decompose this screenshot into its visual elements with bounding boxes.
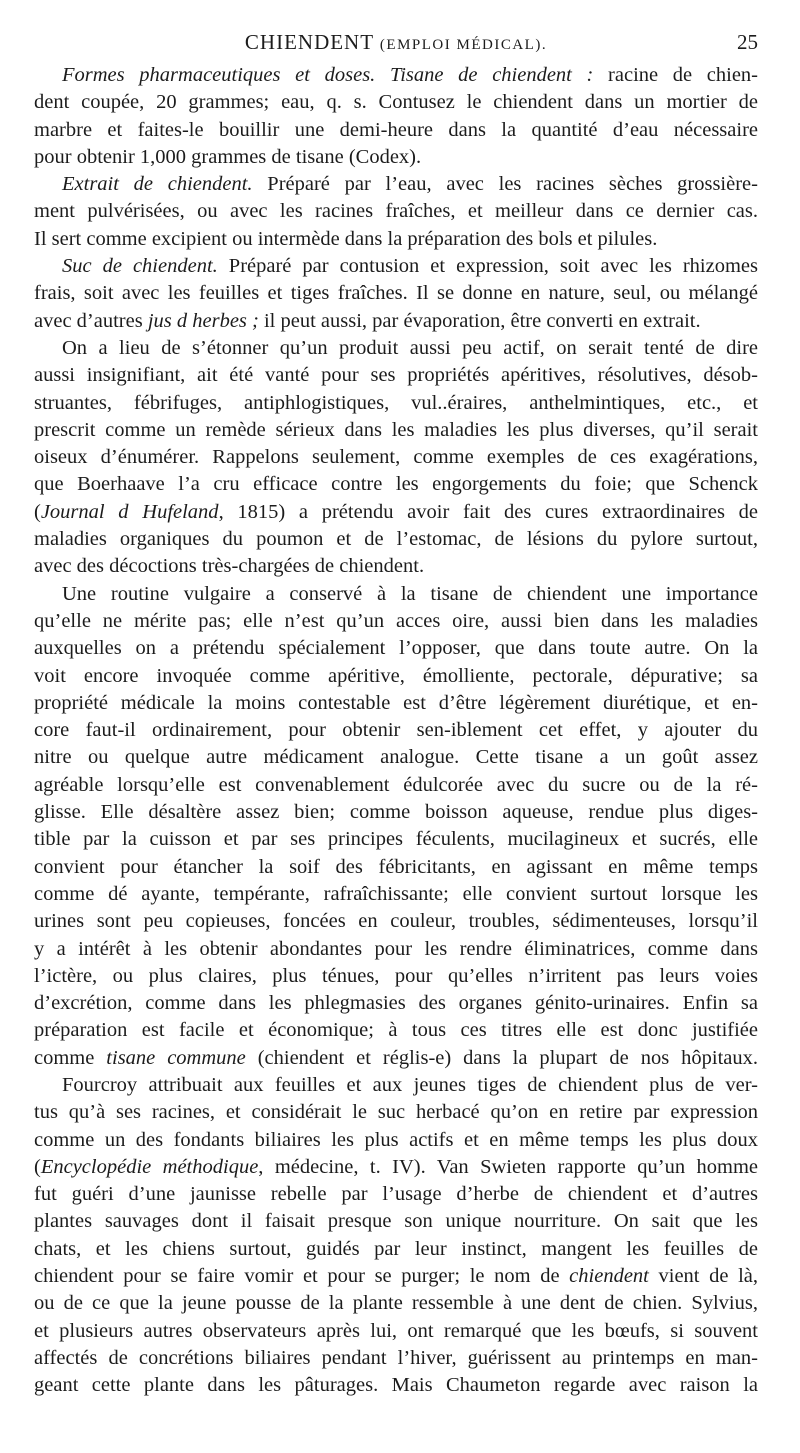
text-segment: ou de ce que la jeune pousse de la plante ressemble à une dent de chien. Sylvius, xyxy=(34,1292,758,1315)
text-segment: , médecine, t. IV). Van Swieten rapporte qu’un homme xyxy=(258,1155,758,1178)
body-text xyxy=(34,62,758,1400)
italic-text: Encyclopédie méthodique xyxy=(40,1155,259,1178)
text-segment: oiseux d’énumérer. Rappelons seulement, comme exemples de ces exagérations, xyxy=(34,446,758,469)
text-segment: que Boerhaave l’a cru efficace contre les engorgements du foie; que Schenck xyxy=(34,473,758,496)
text-segment: comme xyxy=(34,1046,107,1069)
text-segment: glisse. Elle désaltère assez bien; comme boisson aqueuse, rendue plus diges- xyxy=(34,801,758,824)
text-line xyxy=(34,635,758,662)
text-segment: urines sont peu copieuses, foncées en couleur, troubles, sédimenteuses, lorsqu’il xyxy=(34,910,758,933)
text-segment: frais, soit avec les feuilles et tiges fraîches. Il se donne en nature, seul, ou mélangé xyxy=(34,282,758,305)
text-line xyxy=(34,799,758,826)
text-line xyxy=(34,226,758,253)
text-segment: racine de chien- xyxy=(593,64,758,86)
text-line xyxy=(34,526,758,553)
text-line xyxy=(34,335,758,362)
text-segment: marbre et faites-le bouillir une demi-heure dans la quantité d’eau nécessaire xyxy=(34,118,758,141)
italic-text: tisane commune xyxy=(106,1046,246,1069)
text-line xyxy=(34,908,758,935)
text-segment: voit encore invoquée comme apéritive, émolliente, pectorale, dépurative; sa xyxy=(34,664,758,687)
text-segment: d’excrétion, comme dans les phlegmasies des organes génito-urinaires. Enfin sa xyxy=(34,992,758,1015)
text-line xyxy=(34,717,758,744)
text-segment: ( xyxy=(34,1155,41,1178)
text-segment: aussi insignifiant, ait été vanté pour ses propriétés apéritives, résolutives, désob- xyxy=(34,364,758,387)
text-line xyxy=(34,62,758,89)
text-line xyxy=(34,198,758,225)
text-segment: core faut-il ordinairement, pour obtenir sen-iblement cet effet, y ajouter du xyxy=(34,719,758,742)
text-line xyxy=(34,308,758,335)
text-segment: et plusieurs autres observateurs après lui, ont remarqué que les bœufs, si souvent xyxy=(34,1319,758,1342)
text-line xyxy=(34,1072,758,1099)
text-segment: maladies organiques du poumon et de l’estomac, de lésions du pylore surtout, xyxy=(34,528,758,551)
text-line xyxy=(34,280,758,307)
text-line xyxy=(34,1372,758,1399)
text-line xyxy=(34,553,758,580)
text-line xyxy=(34,1263,758,1290)
text-segment: avec d’autres xyxy=(34,309,148,332)
text-line xyxy=(34,89,758,116)
text-line xyxy=(34,1236,758,1263)
text-line xyxy=(34,690,758,717)
text-segment: Il sert comme excipient ou intermède dans la préparation des bols et pilules. xyxy=(34,227,658,250)
text-segment: dent coupée, 20 grammes; eau, q. s. Contusez le chiendent dans un mortier de xyxy=(34,91,758,114)
text-line xyxy=(34,1099,758,1126)
text-line xyxy=(34,471,758,498)
italic-text: jus d herbes ; xyxy=(147,309,259,332)
text-segment: il peut aussi, par évaporation, être converti en extrait. xyxy=(258,309,701,332)
text-segment: l’ictère, ou plus claires, plus ténues, pour qu’elles n’irritent pas leurs voies xyxy=(34,964,758,987)
text-line xyxy=(34,1290,758,1317)
text-line xyxy=(34,581,758,608)
text-line xyxy=(34,990,758,1017)
italic-text: Formes pharmaceutiques et doses. xyxy=(62,64,376,86)
text-segment: Préparé par l’eau, avec les racines sèches grossière- xyxy=(252,173,758,196)
header-title: CHIENDENT xyxy=(244,30,374,54)
text-line xyxy=(34,1045,758,1072)
italic-text: Tisane de chiendent : xyxy=(389,64,594,86)
text-segment: comme dé ayante, tempérante, rafraîchissante; elle convient surtout lorsque les xyxy=(34,882,758,905)
text-segment: préparation est facile et économique; à tous ces titres elle est donc justifiée xyxy=(34,1019,758,1042)
text-line xyxy=(34,417,758,444)
text-segment: y a intérêt à les obtenir abondantes pour les rendre éliminatrices, comme dans xyxy=(34,937,758,960)
text-segment xyxy=(375,64,390,86)
text-line xyxy=(34,362,758,389)
text-line xyxy=(34,663,758,690)
text-line xyxy=(34,171,758,198)
text-line xyxy=(34,881,758,908)
text-segment: tible par la cuisson et par ses principes féculents, mucilagineux et sucrés, elle xyxy=(34,828,758,851)
text-segment: , 1815) a prétendu avoir fait des cures extraordinaires de xyxy=(218,500,758,523)
text-segment: qu’elle ne mérite pas; elle n’est qu’un acces oire, aussi bien dans les maladies xyxy=(34,609,758,632)
text-segment: ment pulvérisées, ou avec les racines fraîches, et meilleur dans ce dernier cas. xyxy=(34,200,758,223)
text-segment: comme un des fondants biliaires les plus actifs et en même temps les plus doux xyxy=(34,1128,758,1151)
text-line xyxy=(34,144,758,171)
text-segment: convient pour étancher la soif des fébricitants, en agissant en même temps xyxy=(34,855,758,878)
text-line xyxy=(34,1154,758,1181)
text-segment: ( xyxy=(34,500,41,523)
text-segment: Préparé par contusion et expression, soit avec les rhizomes xyxy=(217,255,758,278)
text-segment: nitre ou quelque autre médicament analogue. Cette tisane a un goût assez xyxy=(34,746,758,769)
text-segment: (chiendent et réglis-e) dans la plupart de nos hôpitaux. xyxy=(245,1046,758,1069)
text-line xyxy=(34,117,758,144)
text-segment: geant cette plante dans les pâturages. Mais Chaumeton regarde avec raison la xyxy=(34,1374,758,1397)
text-segment: plantes sauvages dont il faisait presque son unique nourriture. On sait que les xyxy=(34,1210,758,1233)
text-segment: struantes, fébrifuges, antiphlogistiques, vul..éraires, anthelmintiques, etc., et xyxy=(34,391,758,414)
text-segment: auxquelles on a prétendu spécialement l’opposer, que dans toute autre. On la xyxy=(34,637,758,660)
text-segment: tus qu’à ses racines, et considérait le suc herbacé qu’on en retire par expression xyxy=(34,1101,758,1124)
text-segment: Une routine vulgaire a conservé à la tisane de chiendent une importance xyxy=(62,582,758,605)
text-line xyxy=(34,1318,758,1345)
text-line xyxy=(34,936,758,963)
text-segment: prescrit comme un remède sérieux dans les maladies les plus diverses, qu’il serait xyxy=(34,418,758,441)
text-line xyxy=(34,253,758,280)
text-line xyxy=(34,390,758,417)
text-segment: chiendent pour se faire vomir et pour se purger; le nom de xyxy=(34,1265,570,1288)
text-line xyxy=(34,963,758,990)
text-segment: avec des décoctions très-chargées de chiendent. xyxy=(34,555,425,578)
italic-text: Journal d Hufeland xyxy=(40,500,219,523)
text-segment: vient de là, xyxy=(648,1265,758,1288)
text-segment: agréable lorsqu’elle est convenablement édulcorée avec du sucre ou de la ré- xyxy=(34,773,758,796)
text-segment: propriété médicale la moins contestable est d’être légèrement diurétique, et en- xyxy=(34,691,758,714)
text-line xyxy=(34,826,758,853)
text-line xyxy=(34,854,758,881)
text-line xyxy=(34,1345,758,1372)
text-line xyxy=(34,499,758,526)
text-line xyxy=(34,444,758,471)
text-segment: On a lieu de s’étonner qu’un produit aussi peu actif, on serait tenté de dire xyxy=(62,336,758,359)
text-line xyxy=(34,1127,758,1154)
text-line xyxy=(34,744,758,771)
italic-text: Extrait de chiendent. xyxy=(62,173,253,196)
text-segment: pour obtenir 1,000 grammes de tisane (Codex). xyxy=(34,145,422,168)
italic-text: chiendent xyxy=(569,1265,649,1288)
text-segment: affectés de concrétions biliaires pendant l’hiver, guérissent au printemps en man- xyxy=(34,1346,758,1369)
running-head xyxy=(34,26,758,58)
text-segment: Fourcroy attribuait aux feuilles et aux jeunes tiges de chiendent plus de ver- xyxy=(62,1073,758,1096)
text-line xyxy=(34,1181,758,1208)
text-segment: chats, et les chiens surtout, guidés par leur instinct, mangent les feuilles de xyxy=(34,1237,758,1260)
text-line xyxy=(34,608,758,635)
italic-text: Suc de chiendent. xyxy=(62,255,218,278)
page-number: 25 xyxy=(737,30,758,54)
header-subtitle: (EMPLOI MÉDICAL). xyxy=(379,37,548,53)
text-line xyxy=(34,1208,758,1235)
text-line xyxy=(34,1017,758,1044)
text-line xyxy=(34,772,758,799)
text-segment: fut guéri d’une jaunisse rebelle par l’usage d’herbe de chiendent et d’autres xyxy=(34,1183,758,1206)
